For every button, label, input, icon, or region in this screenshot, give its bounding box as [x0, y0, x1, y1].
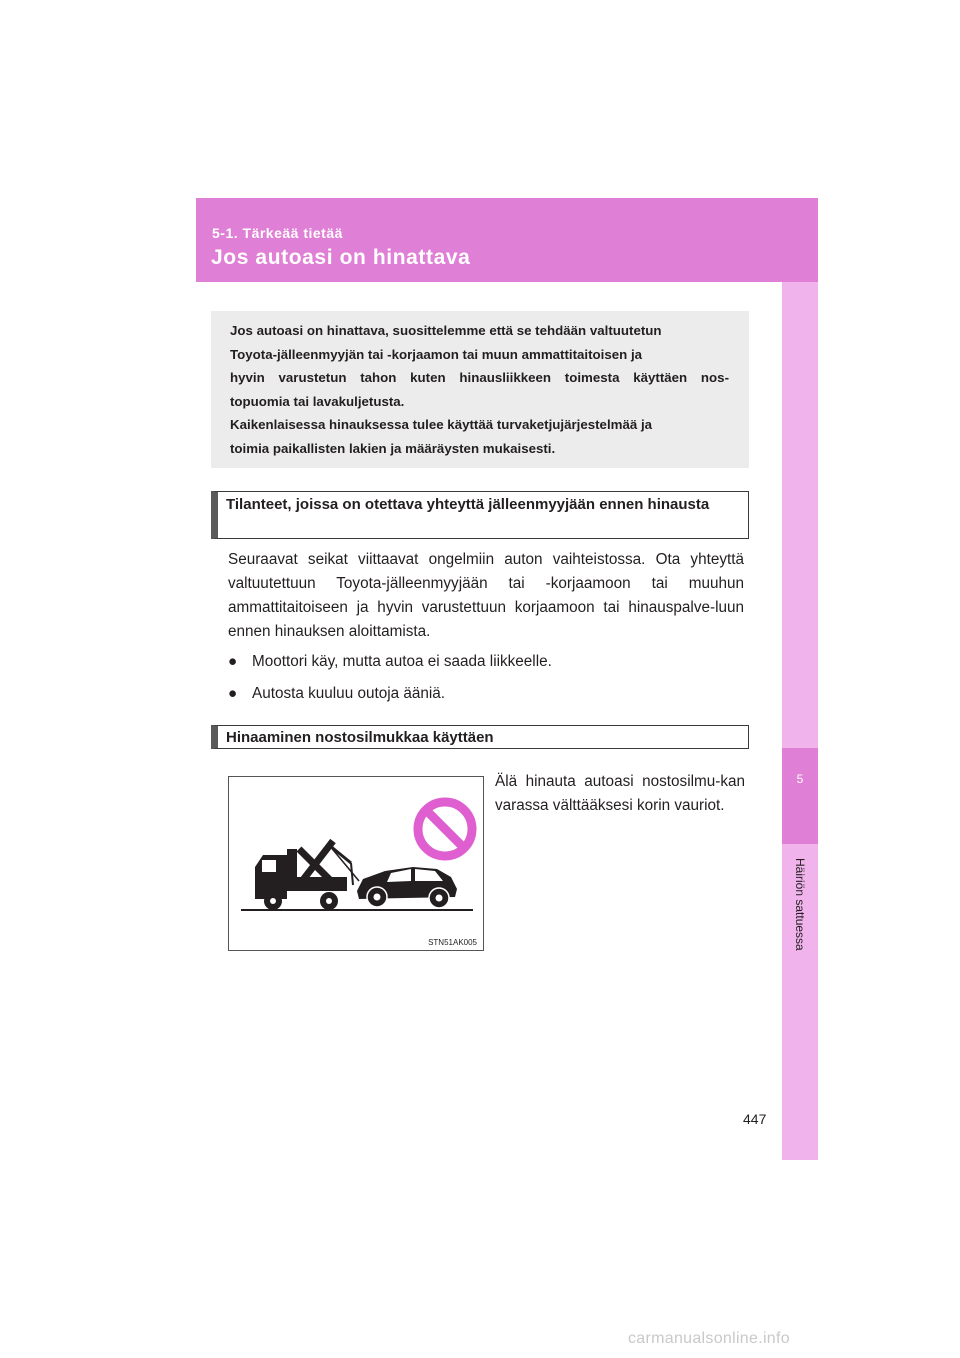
section-label: 5-1. Tärkeää tietää — [212, 225, 343, 241]
bullet-item — [228, 652, 552, 672]
chapter-title: Häiriön sattuessa — [793, 858, 807, 951]
bullet-text: Moottori käy, mutta autoa ei saada liikkeelle. — [252, 653, 552, 670]
chapter-tab — [782, 748, 818, 844]
intro-line: toimia paikallisten lakien ja määräysten mukaisesti. — [230, 440, 556, 456]
bullet-icon: ● — [228, 685, 238, 702]
page-title: Jos autoasi on hinattava — [211, 246, 471, 269]
intro-line: topuomia tai lavakuljetusta. — [230, 393, 405, 409]
intro-line: Toyota-jälleenmyyjän tai -korjaamon tai muun ammattitaitoisen ja — [230, 346, 643, 362]
section2-paragraph: Älä hinauta autoasi nostosilmu-kan varassa välttääksesi korin vauriot. — [495, 773, 745, 814]
section-heading-contact-dealer: Tilanteet, joissa on otettava yhteyttä jälleenmyyjään ennen hinausta — [211, 491, 749, 539]
tow-truck-illustration — [228, 776, 484, 951]
page-number: 447 — [743, 1111, 767, 1127]
intro-box — [211, 311, 749, 468]
intro-line: Jos autoasi on hinattava, suosittelemme että se tehdään valtuutetun — [230, 323, 662, 338]
figure-code: STN51AK005 — [428, 938, 477, 947]
section1-paragraph: Seuraavat seikat viittaavat ongelmiin auton vaihteistossa. Ota yhteyttä valtuutettuun Toyota-jälleenmyyjään tai -korjaamoon tai muuhun ammattitaitoiseen ja hyvin varustettuun korjaamoon tai hinauspalve-luun ennen hinauksen aloittamista. — [228, 551, 744, 640]
section-heading-towing-eyelet: Hinaaminen nostosilmukkaa käyttäen — [211, 725, 749, 749]
bullet-item — [228, 684, 445, 704]
side-strip — [782, 282, 818, 1160]
bullet-icon: ● — [228, 653, 238, 670]
bullet-text: Autosta kuuluu outoja ääniä. — [252, 685, 446, 702]
intro-line: Kaikenlaisessa hinauksessa tulee käyttää turvaketjujärjestelmää ja — [230, 417, 653, 433]
tow-truck-prohibited-icon — [229, 777, 483, 950]
watermark: carmanualsonline.info — [628, 1330, 790, 1347]
chapter-number: 5 — [796, 772, 804, 786]
intro-line: hyvin varustetun tahon kuten hinausliikkeen toimesta käyttäen nos- — [230, 370, 729, 386]
